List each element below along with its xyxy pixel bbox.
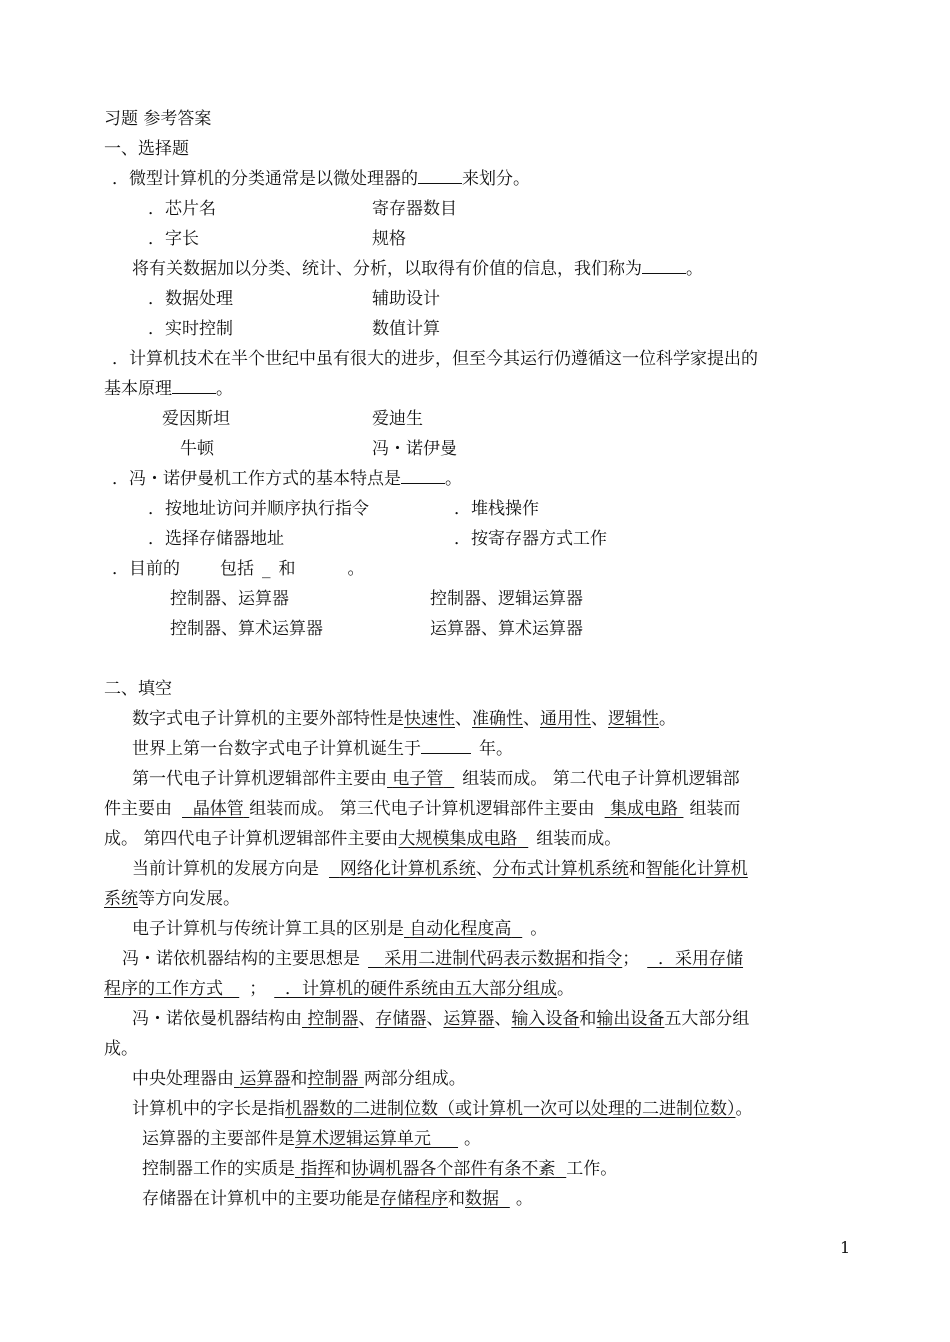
text: 。: [659, 709, 676, 729]
answer: 自动化程度高: [409, 919, 512, 939]
question-text: 。: [216, 379, 233, 399]
text: 。: [735, 1099, 753, 1119]
answer: 通用性: [540, 709, 591, 729]
text: 和: [628, 859, 646, 879]
question-1: [112, 168, 530, 190]
option: ．按地址访问并顺序执行指令: [148, 499, 369, 519]
fill-2: [132, 738, 513, 760]
question-text: _: [262, 559, 271, 579]
text: 组装而成。 第二代电子计算机逻辑部: [462, 769, 740, 789]
page-title: 习题 参考答案: [104, 109, 212, 129]
answer: 数据: [465, 1189, 499, 1209]
fill-3-line1: [132, 768, 740, 790]
text: 五大部分组: [664, 1009, 750, 1029]
text: 冯・诺依曼机器结构由: [132, 1009, 302, 1029]
question-text: 。: [445, 469, 462, 489]
text: 、: [523, 709, 540, 729]
text: 等方向发展。: [138, 889, 240, 909]
question-text: 。: [347, 559, 365, 579]
question-2: [132, 258, 703, 280]
option: 控制器、逻辑运算器: [430, 589, 583, 609]
answer: ．计算机的硬件系统由五大部分组成: [285, 979, 558, 999]
answer-blank: [401, 468, 445, 484]
answer: 网络化计算机系统: [339, 859, 476, 879]
fill-6-line1: [122, 948, 743, 970]
question-text: ．微型计算机的分类通常是以微处理器的: [112, 169, 418, 189]
answer: 运算器: [239, 1069, 291, 1089]
fill-3-line3: [104, 828, 621, 850]
text: 中央处理器由: [132, 1069, 234, 1089]
text: 成。 第四代电子计算机逻辑部件主要由: [104, 829, 399, 849]
answer: 指挥: [300, 1159, 335, 1179]
question-text: 将有关数据加以分类、统计、分析，以取得有价值的信息，我们称为: [132, 259, 642, 279]
option: ．芯片名: [148, 199, 216, 219]
text: 控制器工作的实质是: [142, 1159, 295, 1179]
option: 冯・诺伊曼: [372, 439, 457, 459]
section-heading-fill: 二、填空: [104, 679, 172, 699]
option: 控制器、算术运算器: [170, 619, 323, 639]
option: ．按寄存器方式工作: [454, 529, 607, 549]
question-5: [112, 558, 365, 580]
text: 和: [448, 1189, 465, 1209]
answer: 存储程序: [380, 1189, 448, 1209]
fill-7-line1: [132, 1008, 749, 1030]
text: 、: [358, 1009, 376, 1029]
question-3-line2: [104, 378, 233, 400]
answer: 晶体管: [192, 799, 244, 819]
answer-blank: [642, 258, 686, 274]
option: ．数据处理: [148, 289, 233, 309]
answer: 控制器: [307, 1009, 359, 1029]
answer: 协调机器各个部件有条不紊: [351, 1159, 556, 1179]
text: 工作。: [566, 1159, 618, 1179]
option: 数值计算: [372, 319, 440, 339]
fill-6-line2: [104, 978, 574, 1000]
text: 组装而: [689, 799, 741, 819]
answer-blank: [172, 378, 216, 394]
answer: 采用二进制代码表示数据和指令: [384, 949, 623, 969]
text: 和: [579, 1009, 597, 1029]
answer-blank: [421, 738, 471, 754]
answer-blank: [418, 168, 462, 184]
answer: ．采用存储: [658, 949, 744, 969]
page-number: 1: [840, 1238, 851, 1257]
option: 寄存器数目: [372, 199, 457, 219]
option: 运算器、算术运算器: [430, 619, 583, 639]
text: 两部分组成。: [363, 1069, 466, 1089]
text: 、: [426, 1009, 444, 1029]
fill-9: [132, 1098, 753, 1120]
answer: 集成电路: [610, 799, 679, 819]
question-text: 基本原理: [104, 379, 172, 399]
fill-8: [132, 1068, 466, 1090]
text: 。: [530, 919, 548, 939]
answer: 分布式计算机系统: [492, 859, 629, 879]
question-text: ．目前的: [112, 559, 180, 579]
answer: 系统: [104, 889, 138, 909]
section-heading-choice: 一、选择题: [104, 139, 189, 159]
text: 组装而成。 第三代电子计算机逻辑部件主要由: [249, 799, 595, 819]
option: ．字长: [148, 229, 199, 249]
text: 计算机中的字长是指: [132, 1099, 285, 1119]
option: 爱因斯坦: [162, 409, 230, 429]
answer: 程序的工作方式: [104, 979, 223, 999]
answer: 逻辑性: [608, 709, 659, 729]
answer: 输入设备: [511, 1009, 580, 1029]
question-text: 包括: [220, 559, 254, 579]
fill-4-line2: [104, 888, 240, 910]
fill-1: [132, 708, 676, 730]
text: 当前计算机的发展方向是: [132, 859, 319, 879]
fill-7-line2: 成。: [104, 1039, 138, 1059]
answer: 输出设备: [596, 1009, 665, 1029]
question-text: 和: [278, 559, 296, 579]
question-text: 来划分。: [462, 169, 530, 189]
text: 电子计算机与传统计算工具的区别是: [132, 919, 404, 939]
answer: 准确性: [472, 709, 523, 729]
text: 。: [557, 979, 575, 999]
text: 件主要由: [104, 799, 172, 819]
text: 世界上第一台数字式电子计算机诞生于: [132, 739, 421, 759]
answer: 机器数的二进制位数（或计算机一次可以处理的二进制位数）: [285, 1099, 736, 1119]
fill-5: [132, 918, 547, 940]
question-text: 。: [686, 259, 703, 279]
answer: 存储器: [375, 1009, 427, 1029]
text: 、: [475, 859, 493, 879]
option: 爱迪生: [372, 409, 423, 429]
answer: 大规模集成电路: [398, 829, 518, 849]
text: 、: [591, 709, 608, 729]
text: 存储器在计算机中的主要功能是: [142, 1189, 380, 1209]
question-4: [112, 468, 462, 490]
text: 运算器的主要部件是: [142, 1129, 295, 1149]
fill-11: [142, 1158, 617, 1180]
fill-12: [142, 1188, 533, 1210]
text: 年。: [479, 739, 513, 759]
text: 冯・诺依机器结构的主要思想是: [122, 949, 360, 969]
text: 组装而成。: [536, 829, 622, 849]
answer: 运算器: [443, 1009, 495, 1029]
option: 规格: [372, 229, 406, 249]
question-3-line1: ．计算机技术在半个世纪中虽有很大的进步，但至今其运行仍遵循这一位科学家提出的: [112, 349, 758, 369]
fill-10: [142, 1128, 481, 1150]
answer: 智能化计算机: [645, 859, 748, 879]
fill-4-line1: [132, 858, 748, 880]
text: 。: [515, 1189, 533, 1209]
option: 控制器、运算器: [170, 589, 289, 609]
text: 第一代电子计算机逻辑部件主要由: [132, 769, 387, 789]
text: 、: [455, 709, 472, 729]
option: ．选择存储器地址: [148, 529, 284, 549]
option: 牛顿: [180, 439, 214, 459]
text: 数字式电子计算机的主要外部特性是: [132, 709, 404, 729]
answer: 控制器: [307, 1069, 359, 1089]
option: ．堆栈操作: [454, 499, 539, 519]
question-text: ．冯・诺伊曼机工作方式的基本特点是: [112, 469, 401, 489]
text: 。: [464, 1129, 482, 1149]
option: 辅助设计: [372, 289, 440, 309]
text: 、: [494, 1009, 512, 1029]
answer: 电子管: [392, 769, 444, 789]
text: 和: [290, 1069, 308, 1089]
answer: 快速性: [404, 709, 455, 729]
answer: 算术逻辑运算单元: [295, 1129, 431, 1149]
text: 和: [334, 1159, 352, 1179]
text: ；: [622, 949, 640, 969]
text: ；: [249, 979, 267, 999]
fill-3-line2: [104, 798, 740, 820]
option: ．实时控制: [148, 319, 233, 339]
